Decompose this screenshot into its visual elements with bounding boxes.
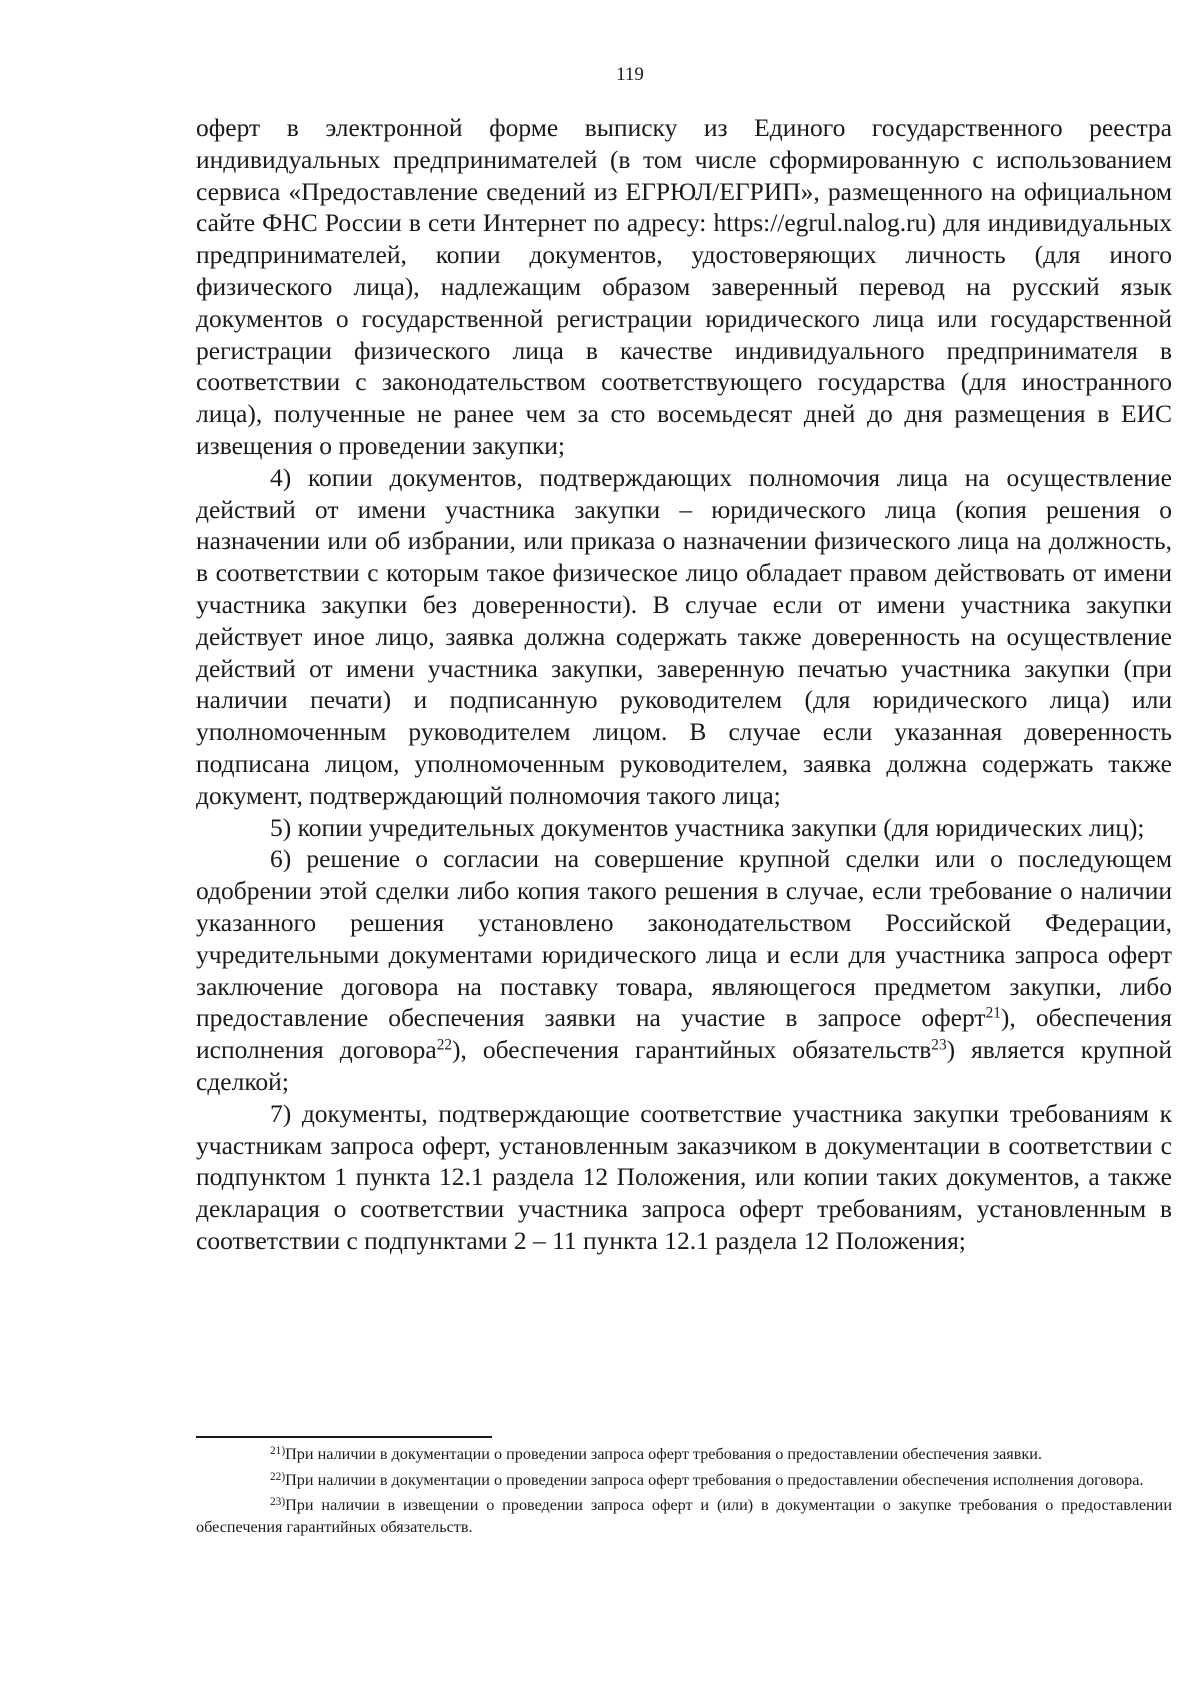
paragraph-item-6-text-d: ) является крупной сделкой; <box>196 1035 1172 1096</box>
document-body <box>196 112 1172 1257</box>
paragraph-item-4: 4) копии документов, подтверждающих полномочия лица на осуществление действий от имени участника закупки – юридического лица (копия решения о назначении или об избрании, или приказа о назначении физического лица на должность, в соответствии с которым такое физическое лицо обладает правом действовать от имени участника закупки без доверенности). В случае если от имени участника закупки действует иное лицо, заявка должна содержать также доверенность на осуществление действий от имени участника закупки, заверенную печатью участника закупки (при наличии печати) и подписанную руководителем (для юридического лица) или уполномоченным руководителем лицом. В случае если указанная доверенность подписана лицом, уполномоченным руководителем, заявка должна содержать также документ, подтверждающий полномочия такого лица; <box>196 462 1172 810</box>
footnote-separator <box>196 1436 492 1438</box>
paragraph-item-7: 7) документы, подтверждающие соответствие участника закупки требованиям к участникам запроса оферт, установленным заказчиком в документации в соответствии с подпунктом 1 пункта 12.1 раздела 12 Положения, или копии таких документов, а также декларация о соответствии участника запроса оферт требованиям, установленным в соответствии с подпунктами 2 – 11 пункта 12.1 раздела 12 Положения; <box>196 1098 1172 1255</box>
paragraph-item-6-text-c: ), обеспечения гарантийных обязательств <box>452 1035 932 1065</box>
footnote-ref-21: 21 <box>985 1004 1001 1022</box>
footnote-23 <box>196 1495 1172 1538</box>
footnote-mark: 23) <box>270 1496 286 1509</box>
footnote-ref-23: 23 <box>931 1036 947 1054</box>
footnotes <box>196 1444 1172 1542</box>
footnote-mark: 22) <box>270 1470 286 1483</box>
footnote-text: При наличии в извещении о проведении запроса оферт и (или) в документации о закупке требования о предоставлении обеспечения гарантийных обязательств. <box>196 1496 1172 1536</box>
paragraph-continuation: оферт в электронной форме выписку из Единого государственного реестра индивидуальных предпринимателей (в том числе сформированную с использованием сервиса «Предоставление сведений из ЕГРЮЛ/ЕГРИП», размещенного на официальном сайте ФНС России в сети Интернет по адресу: https://egrul.nalog.ru) для индивидуальных предпринимателей, копии документов, удостоверяющих личность (для иного физического лица), надлежащим образом заверенный перевод на русский язык документов о государственной регистрации юридического лица или государственной регистрации физического лица в качестве индивидуального предпринимателя в соответствии с законодательством соответствующего государства (для иностранного лица), полученные не ранее чем за сто восемьдесят дней до дня размещения в ЕИС извещения о проведении закупки; <box>196 113 1172 460</box>
footnote-ref-22: 22 <box>436 1036 452 1054</box>
footnote-text: При наличии в документации о проведении запроса оферт требования о предоставлении обеспечения исполнения договора. <box>285 1470 1144 1489</box>
footnote-21 <box>196 1444 1172 1466</box>
footnote-text: При наличии в документации о проведении запроса оферт требования о предоставлении обеспечения заявки. <box>285 1445 1042 1463</box>
paragraph-item-6 <box>196 843 1172 1097</box>
footnote-22 <box>196 1470 1172 1492</box>
paragraph-item-6-text-b: ), обеспечения исполнения договора <box>196 1003 1172 1065</box>
paragraph-item-6-text-a: 6) решение о согласии на совершение крупной сделки или о последующем одобрении этой сделки либо копия такого решения в случае, если требование о наличии указанного решения установлено законодательством Российской Федерации, учредительными документами юридического лица и если для участника запроса оферт заключение договора на поставку товара, являющегося предметом закупки, либо предоставление обеспечения заявки на участие в запросе оферт <box>196 844 1172 1033</box>
paragraph-item-5: 5) копии учредительных документов участника закупки (для юридических лиц); <box>270 812 1145 842</box>
page-number: 119 <box>616 64 644 85</box>
footnote-mark: 21) <box>270 1444 286 1457</box>
